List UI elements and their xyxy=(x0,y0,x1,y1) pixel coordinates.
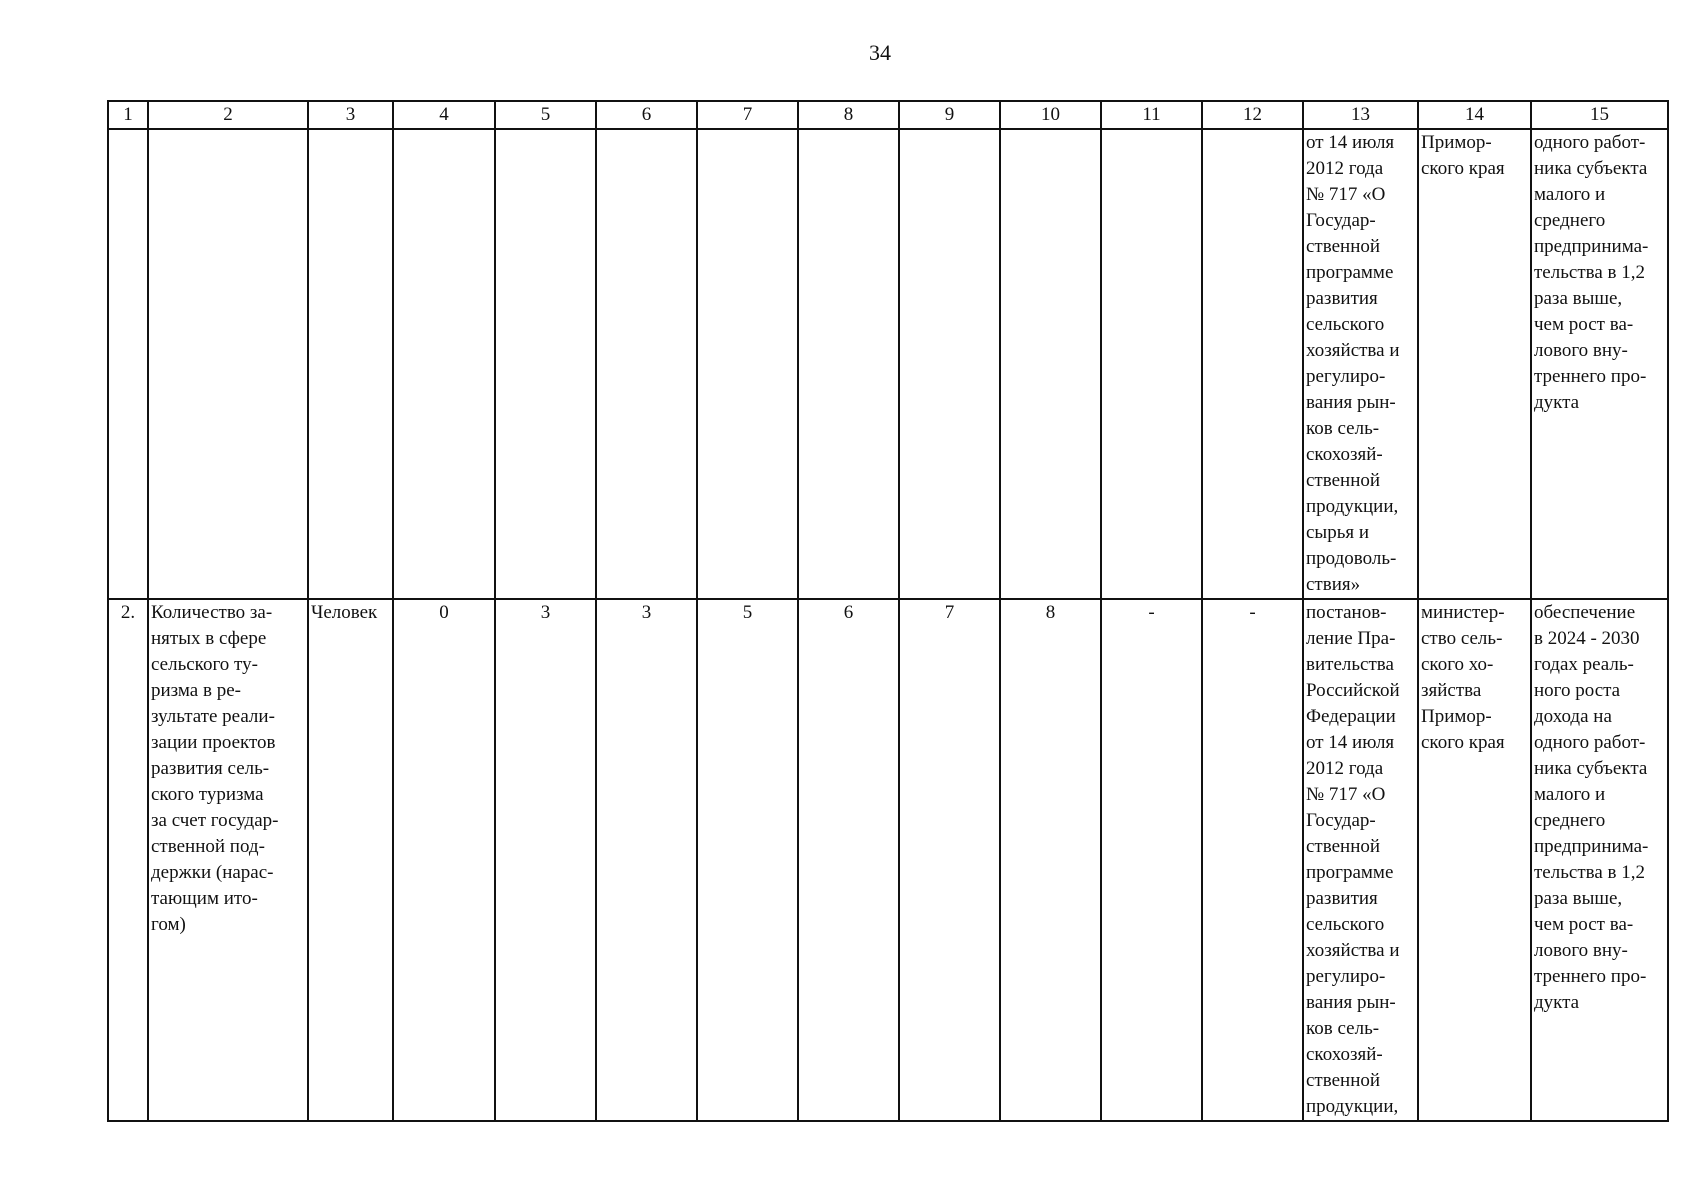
legal-basis-cell xyxy=(1303,129,1418,599)
cell-line: министер- xyxy=(1421,602,1505,623)
cell-line: Количество за- xyxy=(151,602,273,623)
cell-line: вания рын- xyxy=(1306,392,1396,413)
cell-line: сельского xyxy=(1306,314,1385,335)
header-cell: 12 xyxy=(1202,101,1303,129)
cell-line: среднего xyxy=(1534,810,1606,831)
cell-line: треннего про- xyxy=(1534,966,1647,987)
cell-line: скохозяй- xyxy=(1306,1044,1383,1065)
header-cell: 7 xyxy=(697,101,798,129)
cell-line: дукта xyxy=(1534,992,1580,1013)
cell-line: Государ- xyxy=(1306,210,1376,231)
cell-line: лового вну- xyxy=(1534,940,1628,961)
cell-line: ского края xyxy=(1421,158,1505,179)
cell-line: развития xyxy=(1306,288,1378,309)
header-cell: 2 xyxy=(148,101,308,129)
header-cell: 3 xyxy=(308,101,393,129)
cell-line: ника субъекта xyxy=(1534,158,1648,179)
cell-empty xyxy=(495,129,596,599)
cell-empty xyxy=(1101,129,1202,599)
unit-cell: Человек xyxy=(308,599,393,1121)
cell-line: за счет государ- xyxy=(151,810,279,831)
header-cell: 13 xyxy=(1303,101,1418,129)
header-cell: 15 xyxy=(1531,101,1668,129)
cell-line: ского туризма xyxy=(151,784,264,805)
cell-line: ника субъекта xyxy=(1534,758,1648,779)
legal-basis-cell xyxy=(1303,599,1418,1121)
cell-line: тельства в 1,2 xyxy=(1534,262,1645,283)
cell-line: развития сель- xyxy=(151,758,270,779)
value-cell: 6 xyxy=(798,599,899,1121)
cell-line: сырья и xyxy=(1306,522,1370,543)
cell-line: продоволь- xyxy=(1306,548,1397,569)
header-cell: 10 xyxy=(1000,101,1101,129)
cell-line: ского хо- xyxy=(1421,654,1494,675)
cell-line: ственной xyxy=(1306,470,1381,491)
cell-line: сельского ту- xyxy=(151,654,258,675)
value-cell: 5 xyxy=(697,599,798,1121)
cell-empty xyxy=(798,129,899,599)
cell-line: вительства xyxy=(1306,654,1394,675)
cell-line: малого и xyxy=(1534,184,1606,205)
cell-line: программе xyxy=(1306,262,1394,283)
cell-line: № 717 «О xyxy=(1306,784,1386,805)
cell-line: ственной xyxy=(1306,236,1381,257)
cell-line: тельства в 1,2 xyxy=(1534,862,1645,883)
cell-line: малого и xyxy=(1534,784,1606,805)
cell-line: ственной xyxy=(1306,1070,1381,1091)
cell-line: годах реаль- xyxy=(1534,654,1634,675)
cell-line: обеспечение xyxy=(1534,602,1636,623)
cell-line: чем рост ва- xyxy=(1534,314,1634,335)
value-cell: 3 xyxy=(495,599,596,1121)
cell-line: Российской xyxy=(1306,680,1400,701)
cell-line: зации проектов xyxy=(151,732,276,753)
cell-line: от 14 июля xyxy=(1306,732,1395,753)
indicator-table xyxy=(107,100,1669,1122)
value-cell: 0 xyxy=(393,599,495,1121)
cell-line: Федерации xyxy=(1306,706,1396,727)
cell-line: ков сель- xyxy=(1306,1018,1380,1039)
cell-line: дукта xyxy=(1534,392,1580,413)
value-cell: 7 xyxy=(899,599,1000,1121)
header-cell: 8 xyxy=(798,101,899,129)
value-cell: - xyxy=(1101,599,1202,1121)
header-cell: 14 xyxy=(1418,101,1531,129)
page-number: 34 xyxy=(869,40,891,65)
responsible-cell xyxy=(1418,129,1531,599)
cell-line: предпринима- xyxy=(1534,836,1649,857)
relation-cell xyxy=(1531,599,1668,1121)
cell-empty xyxy=(1202,129,1303,599)
cell-line: ризма в ре- xyxy=(151,680,241,701)
value-cell: - xyxy=(1202,599,1303,1121)
cell-line: раза выше, xyxy=(1534,888,1623,909)
cell-line: зяйства xyxy=(1421,680,1482,701)
cell-line: 2012 года xyxy=(1306,758,1384,779)
cell-line: программе xyxy=(1306,862,1394,883)
cell-line: тающим ито- xyxy=(151,888,258,909)
cell-line: постанов- xyxy=(1306,602,1387,623)
cell-line: от 14 июля xyxy=(1306,132,1395,153)
cell-line: Примор- xyxy=(1421,706,1492,727)
cell-line: продукции, xyxy=(1306,496,1399,517)
cell-line: треннего про- xyxy=(1534,366,1647,387)
cell-empty xyxy=(148,129,308,599)
cell-line: дохода на xyxy=(1534,706,1612,727)
indicator-name-cell xyxy=(148,599,308,1121)
cell-line: ского края xyxy=(1421,732,1505,753)
cell-line: предпринима- xyxy=(1534,236,1649,257)
cell-line: нятых в сфере xyxy=(151,628,267,649)
cell-line: регулиро- xyxy=(1306,366,1386,387)
cell-line: вания рын- xyxy=(1306,992,1396,1013)
table-row xyxy=(108,599,1668,1121)
row-number: 2. xyxy=(108,599,148,1121)
cell-line: ков сель- xyxy=(1306,418,1380,439)
relation-cell xyxy=(1531,129,1668,599)
cell-line: ление Пра- xyxy=(1306,628,1396,649)
cell-line: чем рост ва- xyxy=(1534,914,1634,935)
header-cell: 9 xyxy=(899,101,1000,129)
header-cell: 1 xyxy=(108,101,148,129)
cell-line: Государ- xyxy=(1306,810,1376,831)
cell-line: гом) xyxy=(151,914,186,935)
cell-empty xyxy=(596,129,697,599)
cell-line: ного роста xyxy=(1534,680,1621,701)
header-cell: 11 xyxy=(1101,101,1202,129)
cell-line: сельского xyxy=(1306,914,1385,935)
header-cell: 5 xyxy=(495,101,596,129)
cell-line: держки (нарас- xyxy=(151,862,274,883)
cell-line: лового вну- xyxy=(1534,340,1628,361)
value-cell: 3 xyxy=(596,599,697,1121)
cell-empty xyxy=(108,129,148,599)
cell-line: хозяйства и xyxy=(1306,940,1400,961)
value-cell: 8 xyxy=(1000,599,1101,1121)
cell-line: продукции, xyxy=(1306,1096,1399,1117)
cell-empty xyxy=(393,129,495,599)
cell-empty xyxy=(899,129,1000,599)
cell-line: № 717 «О xyxy=(1306,184,1386,205)
cell-line: одного работ- xyxy=(1534,132,1646,153)
cell-line: ствия» xyxy=(1306,574,1361,595)
cell-line: одного работ- xyxy=(1534,732,1646,753)
header-cell: 4 xyxy=(393,101,495,129)
cell-line: ство сель- xyxy=(1421,628,1503,649)
cell-line: ственной xyxy=(1306,836,1381,857)
cell-line: Примор- xyxy=(1421,132,1492,153)
cell-line: регулиро- xyxy=(1306,966,1386,987)
table-row-continuation xyxy=(108,129,1668,599)
header-cell: 6 xyxy=(596,101,697,129)
cell-line: развития xyxy=(1306,888,1378,909)
cell-line: среднего xyxy=(1534,210,1606,231)
cell-line: в 2024 - 2030 xyxy=(1534,628,1640,649)
responsible-cell xyxy=(1418,599,1531,1121)
cell-line: раза выше, xyxy=(1534,288,1623,309)
cell-line: 2012 года xyxy=(1306,158,1384,179)
header-row xyxy=(108,101,1668,129)
cell-empty xyxy=(308,129,393,599)
cell-line: зультате реали- xyxy=(151,706,275,727)
cell-empty xyxy=(697,129,798,599)
cell-empty xyxy=(1000,129,1101,599)
cell-line: ственной под- xyxy=(151,836,265,857)
cell-line: хозяйства и xyxy=(1306,340,1400,361)
cell-line: скохозяй- xyxy=(1306,444,1383,465)
